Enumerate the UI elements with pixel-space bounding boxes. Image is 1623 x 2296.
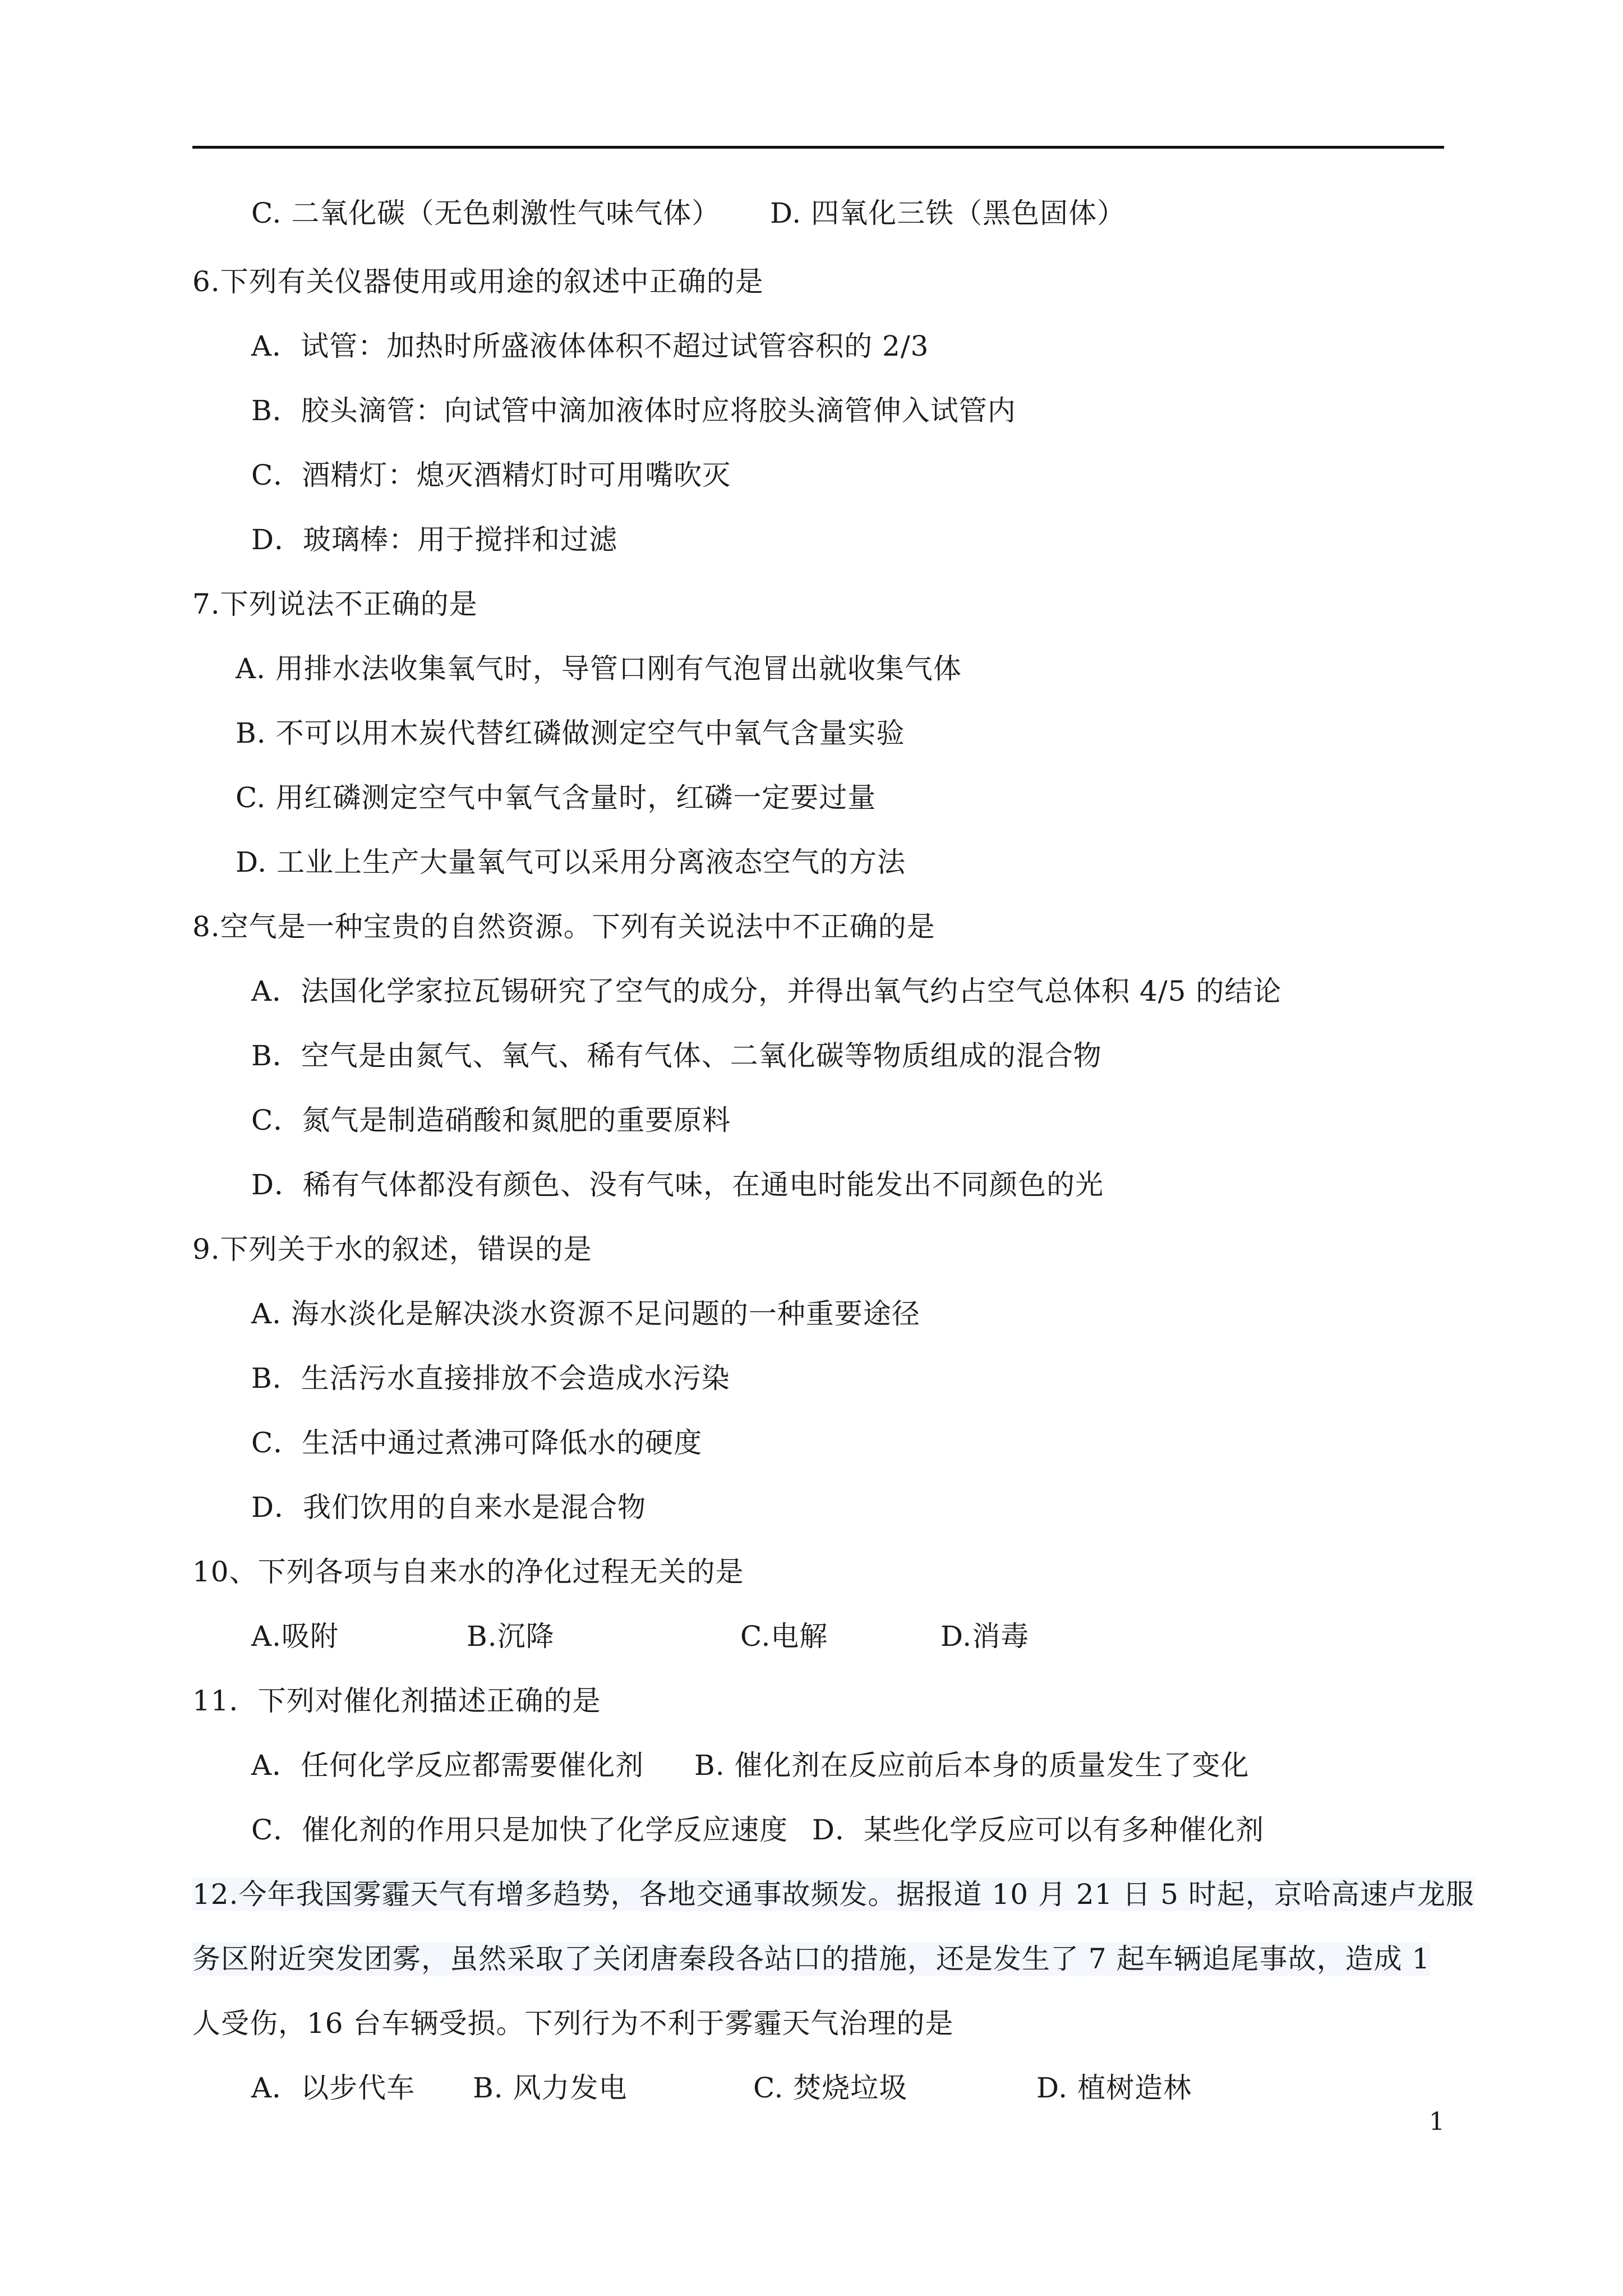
- q12-stem-line-1: 12.今年我国雾霾天气有增多趋势，各地交通事故频发。据报道 10 月 21 日 5 时起，京哈高速卢龙服: [192, 1878, 1474, 1911]
- q11-option-a: A．任何化学反应都需要催化剂: [251, 1749, 644, 1782]
- q5-option-d: D. 四氧化三铁（黑色固体）: [770, 197, 1126, 229]
- q10-option-a: A.吸附: [251, 1620, 339, 1653]
- q12-option-c: C. 焚烧垃圾: [753, 2072, 908, 2104]
- q8-option-b: B．空气是由氮气、氧气、稀有气体、二氧化碳等物质组成的混合物: [251, 1039, 1102, 1072]
- q8-option-a: A．法国化学家拉瓦锡研究了空气的成分，并得出氧气约占空气总体积 4/5 的结论: [251, 975, 1282, 1007]
- q10-option-d: D.消毒: [940, 1620, 1030, 1653]
- q12-option-d: D. 植树造林: [1036, 2072, 1192, 2104]
- q7-option-d: D. 工业上生产大量氧气可以采用分离液态空气的方法: [236, 846, 906, 878]
- q6-option-b: B．胶头滴管：向试管中滴加液体时应将胶头滴管伸入试管内: [251, 394, 1016, 427]
- q12-option-a: A．以步代车: [251, 2072, 416, 2104]
- q10-options: [251, 1619, 1029, 1653]
- q11-stem: 11．下列对催化剂描述正确的是: [192, 1685, 601, 1717]
- q7-option-a: A. 用排水法收集氧气时，导管口刚有气泡冒出就收集气体: [236, 652, 962, 685]
- q11-options-cd: [251, 1813, 1264, 1847]
- q7-option-c: C. 用红磷测定空气中氧气含量时，红磷一定要过量: [236, 781, 877, 814]
- q9-option-c: C．生活中通过煮沸可降低水的硬度: [251, 1427, 703, 1459]
- q11-option-b: B. 催化剂在反应前后本身的质量发生了变化: [694, 1749, 1249, 1782]
- q6-option-d: D．玻璃棒：用于搅拌和过滤: [251, 523, 618, 556]
- header-rule: [192, 146, 1444, 149]
- q8-stem: 8.空气是一种宝贵的自然资源。下列有关说法中不正确的是: [192, 910, 935, 943]
- page-number: 1: [1429, 2108, 1445, 2136]
- q10-stem: 10、下列各项与自来水的净化过程无关的是: [192, 1556, 744, 1588]
- q9-option-a: A. 海水淡化是解决淡水资源不足问题的一种重要途径: [251, 1297, 920, 1330]
- q12-stem-line-3: 人受伤，16 台车辆受损。下列行为不利于雾霾天气治理的是: [192, 2007, 954, 2040]
- q9-option-b: B．生活污水直接排放不会造成水污染: [251, 1362, 730, 1395]
- q11-options-ab: [251, 1749, 1249, 1782]
- q6-option-a: A．试管：加热时所盛液体体积不超过试管容积的 2/3: [251, 330, 929, 362]
- q9-option-d: D．我们饮用的自来水是混合物: [251, 1491, 647, 1524]
- q10-option-b: B.沉降: [467, 1620, 555, 1653]
- q8-option-c: C．氮气是制造硝酸和氮肥的重要原料: [251, 1104, 731, 1137]
- q12-stem-line-2: 务区附近突发团雾，虽然采取了关闭唐秦段各站口的措施，还是发生了 7 起车辆追尾事故，造成 1: [192, 1943, 1431, 1975]
- q5-option-c: C. 二氧化碳（无色刺激性气味气体）: [251, 197, 721, 229]
- q12-options: [251, 2071, 1192, 2105]
- q11-option-d: D．某些化学反应可以有多种催化剂: [812, 1814, 1265, 1846]
- q9-stem: 9.下列关于水的叙述，错误的是: [192, 1233, 592, 1266]
- q11-option-c: C．催化剂的作用只是加快了化学反应速度: [251, 1814, 789, 1846]
- q7-option-b: B. 不可以用木炭代替红磷做测定空气中氧气含量实验: [236, 717, 905, 749]
- q8-option-d: D．稀有气体都没有颜色、没有气味，在通电时能发出不同颜色的光: [251, 1168, 1104, 1201]
- q7-stem: 7.下列说法不正确的是: [192, 588, 478, 620]
- q6-stem: 6.下列有关仪器使用或用途的叙述中正确的是: [192, 265, 764, 298]
- q5-options-cd: [251, 196, 1126, 230]
- q6-option-c: C．酒精灯：熄灭酒精灯时可用嘴吹灭: [251, 459, 731, 491]
- q10-option-c: C.电解: [740, 1620, 828, 1653]
- q12-option-b: B. 风力发电: [473, 2072, 628, 2104]
